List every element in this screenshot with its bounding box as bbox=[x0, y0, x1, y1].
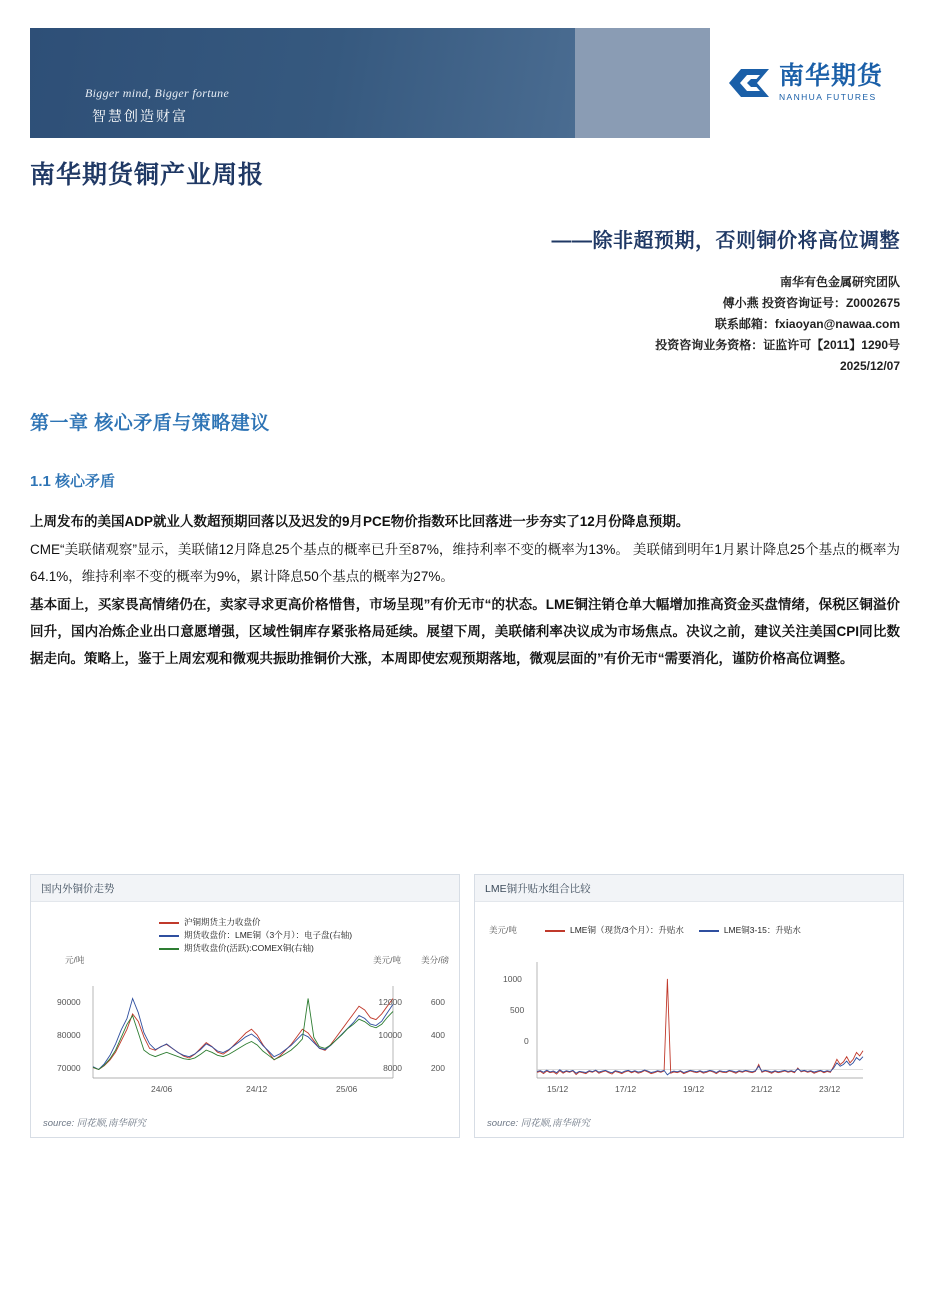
chart-body-lme-premium bbox=[475, 902, 903, 1107]
slogan-chinese: 智慧创造财富 bbox=[92, 108, 188, 124]
chart1-xtick-3: 25/06 bbox=[336, 1084, 358, 1094]
logo-english: NANHUA FUTURES bbox=[778, 92, 877, 103]
document-meta bbox=[655, 272, 900, 377]
chart2-xtick-2: 17/12 bbox=[615, 1084, 637, 1094]
legend-item-shfe bbox=[159, 916, 352, 929]
page-title: 南华期货铜产业周报 bbox=[30, 161, 265, 189]
logo-chinese: 南华期货 bbox=[778, 62, 883, 91]
legend-label-comex: 期货收盘价(活跃):COMEX铜(右轴) bbox=[184, 943, 314, 954]
chart1-ytick-right2-3: 200 bbox=[430, 1063, 445, 1073]
chart1-ytick-right-3: 8000 bbox=[383, 1063, 402, 1073]
chart2-xtick-3: 19/12 bbox=[683, 1084, 705, 1094]
meta-email: 联系邮箱：fxiaoyan@nawaa.com bbox=[714, 317, 900, 331]
chart2-ytick-3: 0 bbox=[524, 1036, 529, 1046]
chart1-ytick-left-2: 80000 bbox=[57, 1030, 81, 1040]
page-subtitle: ——除非超预期，否则铜价将高位调整 bbox=[551, 230, 900, 252]
banner-logo-panel bbox=[710, 28, 900, 138]
chart2-xtick-1: 15/12 bbox=[547, 1084, 569, 1094]
chart2-source: source: 同花顺,南华研究 bbox=[487, 1118, 590, 1129]
chart-title-lme-premium: LME铜升贴水组合比较 bbox=[475, 875, 903, 902]
chart1-source: source: 同花顺,南华研究 bbox=[43, 1118, 146, 1129]
logo-text bbox=[779, 64, 883, 102]
legend-item-lme bbox=[159, 929, 352, 942]
legend-swatch-comex bbox=[159, 948, 179, 950]
company-logo bbox=[727, 63, 883, 103]
legend-swatch-lme-cash3m bbox=[545, 930, 565, 932]
meta-date: 2025/12/07 bbox=[839, 359, 900, 373]
paragraph-3: 基本面上，买家畏高情绪仍在，卖家寻求更高价格惜售，市场呈现”有价无市“的状态。LME铜注销仓单大幅增加推高资金买盘情绪，保税区铜溢价回升，国内冶炼企业出口意愿增强，区域性铜库存紧张格局延续。展望下周，美联储利率决议成为市场焦点。决议之前，建议关注美国CPI同比数据走向。策略上，鉴于上周宏观和微观共振助推铜价大涨，本周即使宏观预期落地，微观层面的”有价无市“需要消化，谨防价格高位调整。 bbox=[30, 597, 900, 666]
chart1-ylabel-left: 元/吨 bbox=[65, 955, 85, 965]
charts-row bbox=[30, 874, 900, 1138]
chart1-xtick-1: 24/06 bbox=[151, 1084, 173, 1094]
meta-analyst: 傅小燕 投资咨询证号：Z0002675 bbox=[722, 296, 900, 310]
chart1-ytick-left-3: 70000 bbox=[57, 1063, 81, 1073]
legend-label-lme-cash3m: LME铜（现货/3个月）：升贴水 bbox=[570, 925, 684, 935]
slogan-english: Bigger mind, Bigger fortune bbox=[85, 86, 230, 100]
chart1-ylabel-right2: 美分/磅 bbox=[421, 955, 449, 965]
chart2-ytick-1: 1000 bbox=[503, 974, 522, 984]
chart-body-copper-price bbox=[31, 902, 459, 1107]
body-text bbox=[30, 508, 900, 673]
chart2-xtick-4: 21/12 bbox=[751, 1084, 773, 1094]
legend-swatch-lme-3-15 bbox=[699, 930, 719, 932]
chapter-heading: 第一章 核心矛盾与策略建议 bbox=[30, 413, 270, 434]
legend-label-lme-3-15: LME铜3-15：升贴水 bbox=[723, 925, 801, 935]
paragraph-1: 上周发布的美国ADP就业人数超预期回落以及迟发的9月PCE物价指数环比回落进一步夯实了12月份降息预期。 bbox=[30, 514, 690, 529]
chart1-ytick-right2-2: 400 bbox=[430, 1030, 445, 1040]
paragraph-2: CME“美联储观察”显示，美联储12月降息25个基点的概率已升至87%，维持利率不变的概率为13%。 美联储到明年1月累计降息25个基点的概率为64.1%，维持利率不变的概率为9%，累计降息50个基点的概率为27%。 bbox=[30, 542, 900, 584]
legend-item-comex bbox=[159, 942, 352, 955]
legend-swatch-lme bbox=[159, 935, 179, 937]
banner-mid-panel bbox=[575, 28, 710, 138]
chart-title-copper-price: 国内外铜价走势 bbox=[31, 875, 459, 902]
legend-label-lme: 期货收盘价：LME铜（3个月）：电子盘(右轴) bbox=[184, 930, 353, 941]
legend-row-chart2 bbox=[545, 924, 801, 937]
chart-card-lme-premium bbox=[474, 874, 904, 1138]
chart2-ylabel-left: 美元/吨 bbox=[489, 925, 517, 935]
subsection-heading: 1.1 核心矛盾 bbox=[30, 473, 116, 490]
chart1-ytick-right2-1: 600 bbox=[430, 997, 445, 1007]
meta-team: 南华有色金属研究团队 bbox=[779, 275, 900, 289]
chart1-ytick-right-1: 12000 bbox=[378, 997, 402, 1007]
logo-diamond-icon bbox=[727, 63, 771, 103]
chart2-legend bbox=[545, 924, 801, 937]
header-banner bbox=[30, 28, 900, 138]
chart1-ytick-left-1: 90000 bbox=[57, 997, 81, 1007]
chart-card-copper-price bbox=[30, 874, 460, 1138]
chart1-legend bbox=[159, 916, 352, 956]
chart2-ytick-2: 500 bbox=[510, 1005, 525, 1015]
chart1-ylabel-right: 美元/吨 bbox=[373, 955, 401, 965]
chart1-ytick-right-2: 10000 bbox=[378, 1030, 402, 1040]
legend-swatch-shfe bbox=[159, 922, 179, 924]
meta-license: 投资咨询业务资格：证监许可【2011】1290号 bbox=[655, 338, 900, 352]
legend-label-shfe: 沪铜期货主力收盘价 bbox=[184, 917, 261, 927]
chart1-xtick-2: 24/12 bbox=[246, 1084, 268, 1094]
chart2-xtick-5: 23/12 bbox=[819, 1084, 841, 1094]
banner-left-panel bbox=[30, 28, 575, 138]
